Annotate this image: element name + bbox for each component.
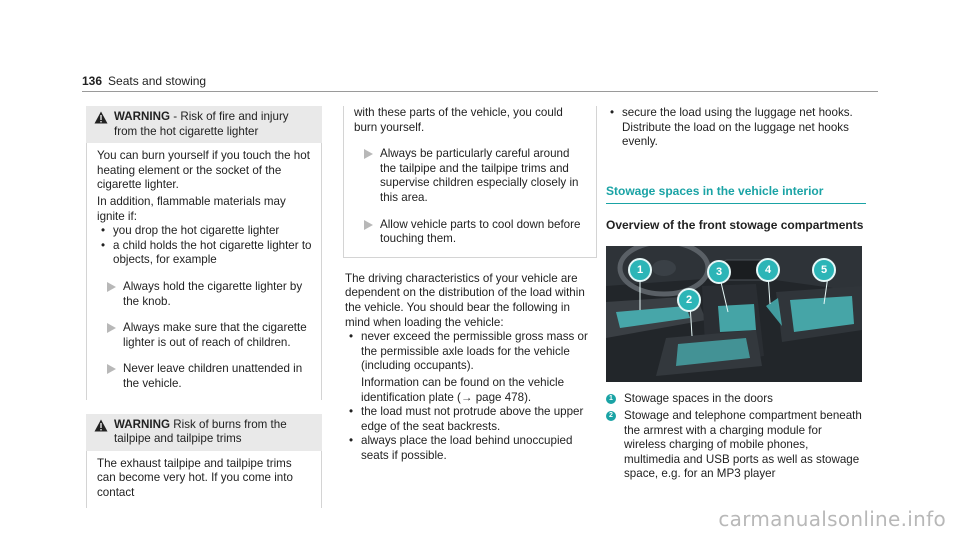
action-text: Allow vehicle parts to cool down before touching them. [380,217,581,246]
legend-number-badge: 1 [606,394,616,404]
legend-text: Stowage and telephone compartment beneath the armrest with a charging module for wireless charging of mobile phones, multimedia and USB ports as well as stowage space, e.g. for an MP3 player [624,408,862,481]
column-2 [343,106,597,463]
header-divider [82,91,878,92]
section-heading: Stowage spaces in the vehicle interior [606,184,866,205]
legend-item [606,409,866,482]
warning-body [86,451,322,509]
action-item [97,280,313,309]
action-text: Always make sure that the cigarette lighter is out of reach of children. [123,321,307,349]
list-item: • the load must not protrude above the upper edge of the seat backrests. [345,405,597,434]
action-arrow-icon [107,364,116,374]
callout-1: 1 [628,258,652,282]
page-number: 136 [82,74,103,88]
warning-triangle-icon [94,419,108,432]
warning-box-fire [86,106,322,400]
callout-3: 3 [707,260,731,284]
list-item-note: Information can be found on the vehicle identification plate (→ page 478). [361,375,565,404]
section-title: Seats and stowing [108,74,207,88]
warning-text: The exhaust tailpipe and tailpipe trims can become very hot. If you come into contact [97,456,293,499]
warning-text: with these parts of the vehicle, you could burn yourself. [354,106,563,134]
action-text: Always hold the cigarette lighter by the knob. [123,279,303,308]
warning-title: - Risk of fire and injury from the hot cigarette lighter [114,110,289,138]
interior-illustration [606,246,862,382]
list-item [345,330,597,405]
legend-text: Stowage spaces in the doors [624,392,773,406]
legend-item [606,392,866,407]
bullet-list [97,224,313,268]
warning-label: WARNING [114,110,171,123]
column-1 [86,106,322,508]
column-3 [606,106,866,482]
action-text: Never leave children unattended in the vehicle. [123,362,303,390]
page-header [82,74,206,89]
legend [606,392,866,482]
bullet-list [343,330,597,463]
warning-text: In addition, flammable materials may ignite if: [97,194,286,223]
warning-box-burns [86,414,322,509]
warning-title: Risk of burns from the tailpipe and tailpipe trims [114,417,287,446]
callout-5: 5 [812,258,836,282]
action-item [354,147,588,205]
action-item [97,362,313,391]
watermark: carmanualsonline.info [718,507,946,532]
action-arrow-icon [107,323,116,333]
list-item: • secure the load using the luggage net hooks. Distribute the load on the luggage net hooks evenly. [606,106,866,150]
action-text: Always be particularly careful around the tailpipe and the tailpipe trims and supervise children especially closely in this area. [380,147,579,204]
warning-label: WARNING [114,417,171,431]
list-item: • a child holds the hot cigarette lighter to objects, for example [97,239,313,268]
warning-triangle-icon [94,111,108,124]
warning-body [86,143,322,399]
legend-number-badge: 2 [606,411,616,421]
action-item [354,218,588,247]
action-arrow-icon [364,149,373,159]
list-item: • always place the load behind unoccupied seats if possible. [345,434,597,463]
body-paragraph: The driving characteristics of your vehicle are dependent on the distribution of the load within the vehicle. You should bear the following in mind when loading the vehicle: [345,271,585,329]
action-arrow-icon [364,220,373,230]
action-item [97,321,313,350]
warning-heading [86,106,322,143]
list-item-text: never exceed the permissible gross mass or the permissible axle loads for the vehicle (including occupants). [361,330,588,373]
list-item: • you drop the hot cigarette lighter [97,224,313,239]
warning-continued [343,106,597,258]
warning-text: You can burn yourself if you touch the hot heating element or the socket of the cigarette lighter. [97,149,310,192]
callout-4: 4 [756,258,780,282]
bullet-list [606,106,866,150]
action-arrow-icon [107,282,116,292]
warning-heading [86,414,322,451]
sub-heading: Overview of the front stowage compartments [606,218,864,233]
callout-2: 2 [677,288,701,312]
